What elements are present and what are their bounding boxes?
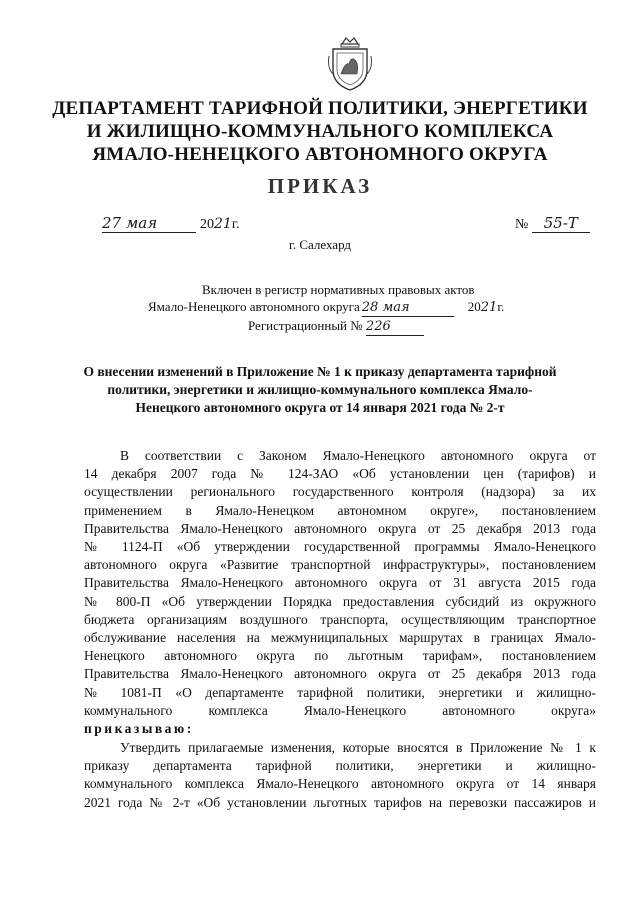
preamble-line: коммунального комплекса Ямало-Ненецкого автономного округа» [84, 702, 596, 718]
registration-line-1: Включен в регистр нормативных правовых актов [202, 282, 475, 297]
document-type-title: ПРИКАЗ [267, 174, 373, 198]
preamble-line: № 1124-П «Об утверждении государственной программы Ямало-Ненецкого [84, 539, 596, 555]
resolution-paragraph [84, 739, 596, 812]
resolution-line: коммунального комплекса Ямало-Ненецкого автономного округа от 14 января [84, 776, 596, 792]
preamble-line: В соответствии с Законом Ямало-Ненецкого автономного округа от [120, 448, 596, 463]
city: г. Салехард [288, 237, 352, 252]
order-number-label: № [515, 217, 529, 232]
preamble-line: автономного округа «Развитие транспортной инфраструктуры», постановлением [84, 557, 596, 573]
coat-of-arms-emblem [327, 34, 373, 92]
preamble-line: Правительства Ямало-Ненецкого автономного округа от 31 августа 2015 года [84, 575, 596, 591]
preamble-line: № 1081-П «О департаменте тарифной политики, энергетики и жилищно- [84, 684, 596, 700]
preamble-line: осуществлении регионального государственного контроля (надзора) за их [84, 484, 596, 500]
subject-line-3: Ненецкого автономного округа от 14 января 2021 года № 2-т [135, 400, 505, 415]
resolution-line: 2021 года № 2-т «Об установлении льготных тарифов на перевозки пассажиров и [84, 794, 596, 810]
registration-block [148, 281, 540, 336]
registration-line-2 [148, 298, 540, 317]
order-subject [0, 363, 640, 417]
dept-line-2: И ЖИЛИЩНО-КОММУНАЛЬНОГО КОМПЛЕКСА [86, 121, 554, 142]
registration-year-suffix: г. [497, 299, 505, 314]
preamble-paragraph [84, 447, 596, 738]
order-year-suffix: г. [231, 217, 240, 232]
coat-of-arms-icon [327, 34, 373, 92]
preamble-line: 14 декабря 2007 года № 124-ЗАО «Об установлении цен (тарифов) и [84, 466, 596, 482]
order-year-prefix: 20 [200, 217, 214, 232]
preamble-line: Ненецкого автономного округа по льготным тарифам», постановлением [84, 648, 596, 664]
dept-line-3: ЯМАЛО-НЕНЕЦКОГО АВТОНОМНОГО ОКРУГА [92, 144, 548, 165]
order-number-handwritten: 55-Т [532, 214, 590, 233]
preamble-line: бюджета организациям воздушного транспорта, осуществляющим транспортное [84, 611, 596, 627]
order-year-handwritten: 21 [214, 216, 232, 232]
order-date [102, 214, 240, 233]
preamble-line: применением в Ямало-Ненецком автономном округе», постановлением [84, 502, 596, 518]
registration-number-handwritten: 226 [366, 318, 424, 336]
order-word: приказываю: [84, 721, 194, 737]
subject-line-1: О внесении изменений в Приложение № 1 к приказу департамента тарифной [83, 364, 557, 379]
registration-year-prefix: 20 [467, 299, 481, 314]
registration-date-handwritten: 28 мая [362, 299, 454, 317]
order-date-handwritten: 27 мая [102, 214, 196, 233]
subject-line-2: политики, энергетики и жилищно-коммунального комплекса Ямало- [107, 382, 533, 397]
resolution-line: приказу департамента тарифной политики, энергетики и жилищно- [84, 758, 596, 774]
registration-year-handwritten: 21 [480, 300, 498, 315]
registration-number-label: Регистрационный № [248, 318, 363, 333]
preamble-line: Правительства Ямало-Ненецкого автономного округа от 25 декабря 2013 года [84, 520, 596, 536]
resolution-line: Утвердить прилагаемые изменения, которые вносятся в Приложение № 1 к [120, 740, 596, 755]
preamble-line: Правительства Ямало-Ненецкого автономного округа от 25 декабря 2013 года [84, 666, 596, 682]
registration-line-3 [190, 317, 540, 336]
order-number [515, 214, 590, 233]
dept-line-1: ДЕПАРТАМЕНТ ТАРИФНОЙ ПОЛИТИКИ, ЭНЕРГЕТИКИ [52, 98, 588, 119]
registration-region: Ямало-Ненецкого автономного округа [148, 299, 360, 314]
preamble-line: обслуживание населения на межмуниципальных маршрутах в границах Ямало- [84, 630, 596, 646]
department-name [0, 97, 640, 166]
preamble-line: № 800-П «Об утверждении Порядка предоставления субсидий из окружного [84, 593, 596, 609]
